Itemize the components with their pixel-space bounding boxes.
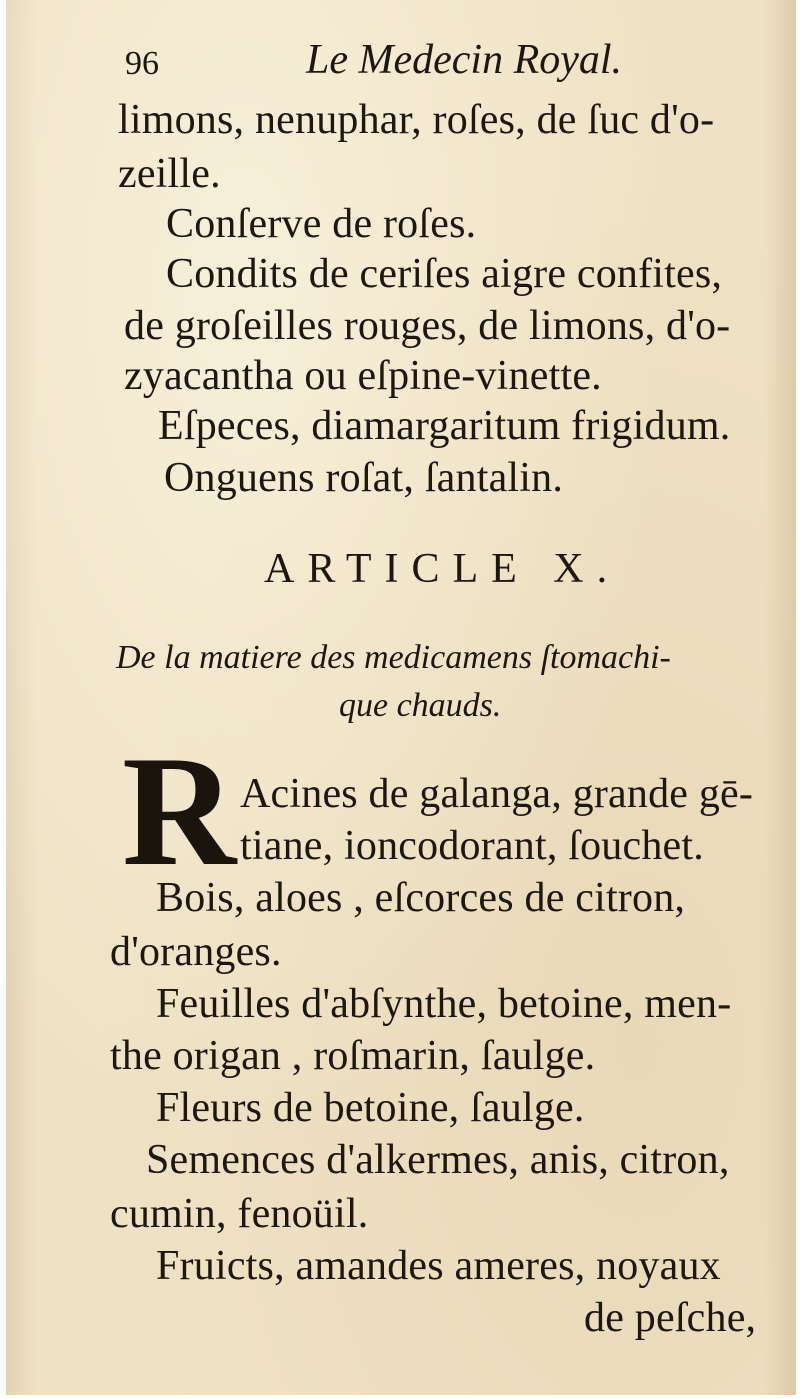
body-line-11: de peſche, xyxy=(584,1295,757,1341)
text-line-4: Condits de ceriſes aigre confites, xyxy=(166,251,723,297)
text-line-1: limons, nenuphar, roſes, de ſuc d'o- xyxy=(118,97,715,143)
book-page xyxy=(6,0,796,1395)
article-heading: ARTICLE X. xyxy=(264,546,621,592)
text-line-8: Onguens roſat, ſantalin. xyxy=(164,455,564,501)
body-line-10: Fruicts, amandes ameres, noyaux xyxy=(156,1243,721,1289)
text-line-7: Eſpeces, diamargaritum frigidum. xyxy=(158,403,731,449)
body-line-9: cumin, fenoüil. xyxy=(110,1191,369,1237)
body-line-4: d'oranges. xyxy=(110,929,282,975)
body-line-7: Fleurs de betoine, ſaulge. xyxy=(156,1085,585,1131)
body-line-8: Semences d'alkermes, anis, citron, xyxy=(146,1137,730,1183)
article-subtitle-line-1: De la matiere des medicamens ſtomachi- xyxy=(116,639,671,676)
text-line-2: zeille. xyxy=(118,151,221,197)
page-number: 96 xyxy=(125,45,159,82)
text-line-6: zyacantha ou eſpine-vinette. xyxy=(124,353,602,399)
body-line-1: Acines de galanga, grande gē- xyxy=(240,771,754,817)
drop-cap-initial: R xyxy=(122,742,237,882)
text-line-3: Conſerve de roſes. xyxy=(166,201,477,247)
text-line-5: de groſeilles rouges, de limons, d'o- xyxy=(124,303,731,349)
body-line-5: Feuilles d'abſynthe, betoine, men- xyxy=(156,981,732,1027)
body-line-6: the origan , roſmarin, ſaulge. xyxy=(110,1033,596,1079)
body-line-2: tiane, ioncodorant, ſouchet. xyxy=(240,823,704,869)
running-title: Le Medecin Royal. xyxy=(306,37,623,83)
article-subtitle-line-2: que chauds. xyxy=(339,687,502,724)
body-line-3: Bois, aloes , eſcorces de citron, xyxy=(156,875,686,921)
